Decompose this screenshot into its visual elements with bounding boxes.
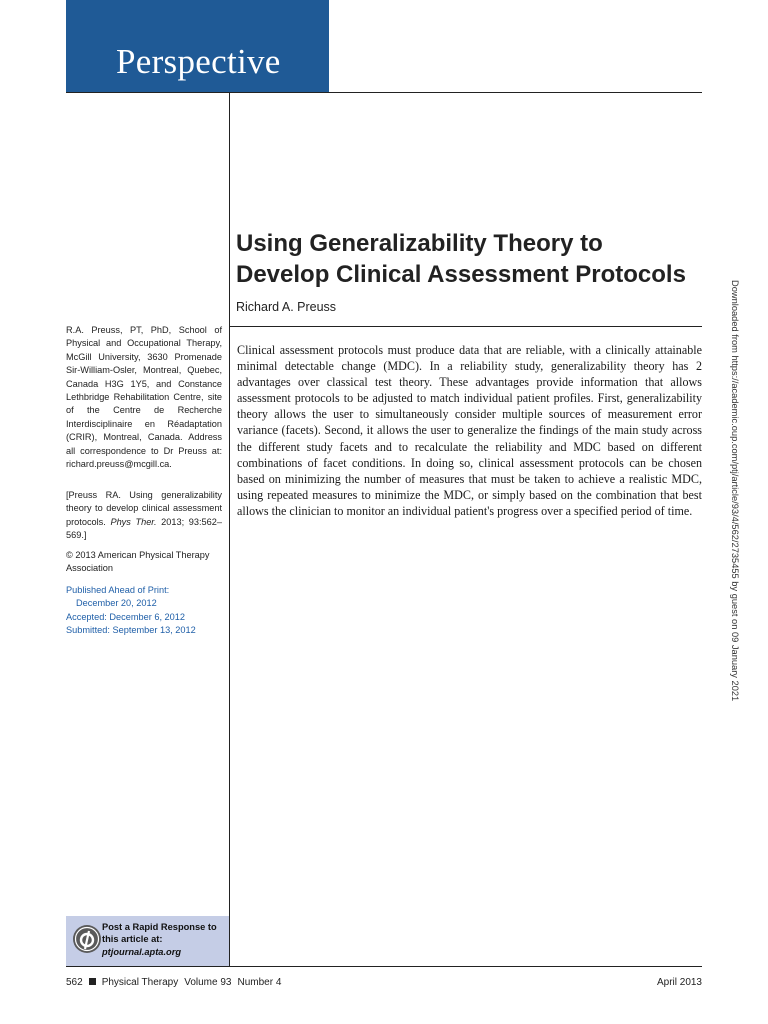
abstract: Clinical assessment protocols must produce data that are reliable, with a clinically attainable minimal detectable change (MDC). In a reliability study, generalizability theory has 2 advantages over classical test theory. These advantages provide information that allows assessment protocols to be adjusted to match individual patient profiles. First, generalizability theory allows the user to simultaneously consider multiple sources of measurement error variance (facets). Second, it allows the user to generalize the findings of the main study across the different study facets and to recalculate the reliability and MDC based on different combinations of facet conditions. In doing so, clinical assessment protocols can be chosen based on minimizing the number of measures that must be taken to achieve a realistic MDC, using repeated measures to minimize the MDC, or simply based on the combination that best allows the clinician to monitor an individual patient's progress over a specified period of time. <box>237 343 702 518</box>
citation-volume: 2013; 93:562–569.] <box>66 516 222 541</box>
submitted-date: Submitted: September 13, 2012 <box>66 625 196 636</box>
issue-date: April 2013 <box>656 977 702 988</box>
column-divider <box>229 92 230 966</box>
rapid-response-line-1: Post a Rapid Response to <box>102 922 217 932</box>
rapid-response-link[interactable]: ptjournal.apta.org <box>102 946 182 957</box>
bottom-divider <box>66 966 702 967</box>
download-watermark: Downloaded from https://academic.oup.com/ptj/article/93/4/562/2735455 by guest on 09 January 2021 <box>730 280 740 702</box>
section-label: Perspective <box>116 42 281 81</box>
rapid-response-line-2: this article at: <box>102 934 163 945</box>
title-line-1: Using Generalizability Theory to <box>236 230 603 257</box>
footer-left <box>66 977 287 988</box>
author-divider <box>229 326 702 327</box>
citation-journal: Phys Ther. <box>110 516 157 527</box>
rapid-response-text <box>102 921 226 958</box>
rapid-response-box[interactable] <box>66 916 229 966</box>
page-footer <box>66 977 702 991</box>
copyright: © 2013 American Physical Therapy Association <box>66 550 210 574</box>
citation <box>66 489 222 543</box>
volume: Volume 93 <box>184 977 232 988</box>
accepted-date: Accepted: December 6, 2012 <box>66 611 185 622</box>
separator-square-icon <box>89 978 96 985</box>
journal-name: Physical Therapy <box>101 977 179 988</box>
citation-text: [Preuss RA. Using generalizability theory to develop clinical assessment protocols. <box>66 490 222 527</box>
author-affiliation: R.A. Preuss, PT, PhD, School of Physical and Occupational Therapy, McGill University, 3630 Promenade Sir-William-Osler, Montreal, Quebec, Canada H3G 1Y5, and Constance Lethbridge Rehabilitation Centre, site of the Centre de Recherche Interdisciplinaire en Réadaptation (CRIR), Montreal, Canada. Address all correspondence to Dr Preuss at: richard.preuss@mcgill.ca. <box>66 325 222 470</box>
rapid-response-logo-icon <box>72 924 102 954</box>
title-line-2: Develop Clinical Assessment Protocols <box>236 261 686 288</box>
page-number: 562 <box>66 977 83 988</box>
author-name: Richard A. Preuss <box>236 300 337 314</box>
published-date: December 20, 2012 <box>76 598 157 609</box>
publication-dates <box>66 584 226 638</box>
top-divider <box>66 92 702 93</box>
article-title <box>236 228 706 290</box>
issue-number: Number 4 <box>237 977 282 988</box>
published-label: Published Ahead of Print: <box>66 585 170 595</box>
